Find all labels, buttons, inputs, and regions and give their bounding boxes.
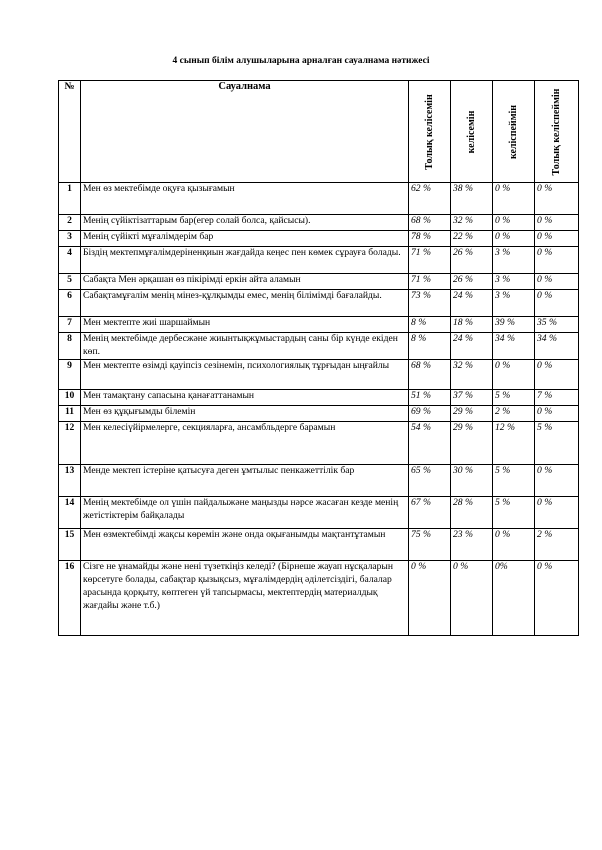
table-row — [59, 406, 579, 422]
row-number: 14 — [59, 497, 81, 529]
row-number: 15 — [59, 529, 81, 561]
value-fully-disagree: 0 % — [535, 231, 579, 247]
question-text: Мен өз мектебімде оқуға қызығамын — [81, 183, 409, 215]
value-fully-agree: 51 % — [409, 390, 451, 406]
value-disagree: 0 % — [493, 529, 535, 561]
row-number: 5 — [59, 274, 81, 290]
value-agree: 32 % — [451, 360, 493, 390]
value-fully-agree: 73 % — [409, 290, 451, 317]
survey-results-table — [58, 80, 579, 636]
value-fully-disagree: 0 % — [535, 360, 579, 390]
value-fully-disagree: 7 % — [535, 390, 579, 406]
value-agree: 28 % — [451, 497, 493, 529]
value-disagree: 5 % — [493, 465, 535, 497]
header-disagree-label: келіспеймін — [507, 104, 519, 159]
question-text: Мен өз құқығымды білемін — [81, 406, 409, 422]
value-fully-agree: 78 % — [409, 231, 451, 247]
value-fully-agree: 54 % — [409, 422, 451, 465]
value-fully-disagree: 0 % — [535, 290, 579, 317]
value-agree: 26 % — [451, 274, 493, 290]
header-agree-label: келісемін — [465, 110, 477, 153]
value-agree: 22 % — [451, 231, 493, 247]
header-number: № — [59, 81, 81, 183]
value-disagree: 3 % — [493, 290, 535, 317]
question-text: Сізге не ұнамайды және нені түзеткіңіз келеді? (Бірнеше жауап нұсқаларын көрсетуге болады, сабақтар қызықсыз, мұғалімдердің әділетсіздігі, балалар арасында қорқыту, көптеген үй тапсырмасы, мектептердің материалдық жағдайы және т.б.) — [81, 561, 409, 636]
value-agree: 24 % — [451, 333, 493, 360]
table-row — [59, 317, 579, 333]
question-text: Мен мектепте өзімді қауіпсіз сезінемін, психологиялық тұрғыдан ыңғайлы — [81, 360, 409, 390]
row-number: 4 — [59, 247, 81, 274]
table-body — [59, 183, 579, 636]
question-text: Біздің мектепмұғалімдеріненқиын жағдайда кеңес пен көмек сұрауға болады. — [81, 247, 409, 274]
value-fully-disagree: 0 % — [535, 274, 579, 290]
value-fully-agree: 65 % — [409, 465, 451, 497]
value-disagree: 12 % — [493, 422, 535, 465]
value-fully-disagree: 0 % — [535, 465, 579, 497]
row-number: 8 — [59, 333, 81, 360]
value-disagree: 3 % — [493, 274, 535, 290]
value-fully-agree: 69 % — [409, 406, 451, 422]
question-text: Мен тамақтану сапасына қанағаттанамын — [81, 390, 409, 406]
value-agree: 24 % — [451, 290, 493, 317]
value-fully-agree: 67 % — [409, 497, 451, 529]
value-fully-agree: 0 % — [409, 561, 451, 636]
value-agree: 37 % — [451, 390, 493, 406]
value-fully-disagree: 34 % — [535, 333, 579, 360]
table-row — [59, 333, 579, 360]
row-number: 11 — [59, 406, 81, 422]
row-number: 3 — [59, 231, 81, 247]
header-disagree — [493, 81, 535, 183]
row-number: 2 — [59, 215, 81, 231]
question-text: Менің сүйіктізаттарым бар(егер солай болса, қайсысы). — [81, 215, 409, 231]
header-agree — [451, 81, 493, 183]
value-fully-disagree: 0 % — [535, 561, 579, 636]
row-number: 1 — [59, 183, 81, 215]
table-row — [59, 465, 579, 497]
table-row — [59, 274, 579, 290]
value-fully-disagree: 0 % — [535, 247, 579, 274]
row-number: 16 — [59, 561, 81, 636]
table-row — [59, 360, 579, 390]
value-disagree: 5 % — [493, 497, 535, 529]
question-text: Менің мектебімде дербесжәне жиынтықжұмыстардың саны бір күнде екіден көп. — [81, 333, 409, 360]
table-row — [59, 290, 579, 317]
table-row — [59, 497, 579, 529]
value-fully-agree: 8 % — [409, 317, 451, 333]
table-row — [59, 561, 579, 636]
table-row — [59, 215, 579, 231]
value-fully-agree: 68 % — [409, 215, 451, 231]
value-disagree: 0% — [493, 561, 535, 636]
row-number: 10 — [59, 390, 81, 406]
page-title: 4 сынып білім алушыларына арналған сауалнама нәтижесі — [172, 56, 430, 66]
value-disagree: 5 % — [493, 390, 535, 406]
value-disagree: 0 % — [493, 231, 535, 247]
header-fully-agree-label: Толық келісемін — [423, 93, 435, 170]
question-text: Мен мектепте жиі шаршаймын — [81, 317, 409, 333]
table-header-row — [59, 81, 579, 183]
value-fully-agree: 68 % — [409, 360, 451, 390]
value-disagree: 3 % — [493, 247, 535, 274]
row-number: 9 — [59, 360, 81, 390]
value-agree: 26 % — [451, 247, 493, 274]
value-fully-disagree: 0 % — [535, 215, 579, 231]
value-disagree: 0 % — [493, 215, 535, 231]
row-number: 13 — [59, 465, 81, 497]
value-agree: 30 % — [451, 465, 493, 497]
question-text: Сабақта Мен әрқашан өз пікірімді еркін айта аламын — [81, 274, 409, 290]
value-fully-agree: 75 % — [409, 529, 451, 561]
question-text: Мен өзмектебімді жақсы көремін және онда оқығанымды мақтантұтамын — [81, 529, 409, 561]
table-row — [59, 390, 579, 406]
value-agree: 32 % — [451, 215, 493, 231]
value-fully-agree: 71 % — [409, 274, 451, 290]
table-row — [59, 231, 579, 247]
question-text: Менде мектеп істеріне қатысуға деген ұмтылыс пенкажеттілік бар — [81, 465, 409, 497]
value-fully-agree: 71 % — [409, 247, 451, 274]
value-fully-disagree: 0 % — [535, 497, 579, 529]
row-number: 6 — [59, 290, 81, 317]
value-agree: 38 % — [451, 183, 493, 215]
row-number: 7 — [59, 317, 81, 333]
question-text: Мен келесіүйірмелерге, секцияларға, ансамбльдерге барамын — [81, 422, 409, 465]
value-fully-agree: 8 % — [409, 333, 451, 360]
table-row — [59, 422, 579, 465]
value-fully-disagree: 5 % — [535, 422, 579, 465]
value-disagree: 0 % — [493, 360, 535, 390]
value-disagree: 2 % — [493, 406, 535, 422]
row-number: 12 — [59, 422, 81, 465]
value-disagree: 34 % — [493, 333, 535, 360]
value-fully-disagree: 0 % — [535, 183, 579, 215]
value-agree: 18 % — [451, 317, 493, 333]
value-agree: 29 % — [451, 406, 493, 422]
value-agree: 0 % — [451, 561, 493, 636]
header-fully-disagree — [535, 81, 579, 183]
header-fully-disagree-label: Толық келіспеймін — [550, 88, 562, 175]
value-fully-agree: 62 % — [409, 183, 451, 215]
question-text: Менің мектебімде ол үшін пайдалыжәне маңызды нәрсе жасаған кезде менің жетістіктерім байқалады — [81, 497, 409, 529]
value-agree: 23 % — [451, 529, 493, 561]
table-row — [59, 529, 579, 561]
question-text: Сабақтамұғалім менің мінез-құлқымды емес, менің білімімді бағалайды. — [81, 290, 409, 317]
table-row — [59, 183, 579, 215]
value-agree: 29 % — [451, 422, 493, 465]
value-disagree: 39 % — [493, 317, 535, 333]
value-fully-disagree: 35 % — [535, 317, 579, 333]
header-fully-agree — [409, 81, 451, 183]
value-disagree: 0 % — [493, 183, 535, 215]
question-text: Менің сүйікті мұғалімдерім бар — [81, 231, 409, 247]
value-fully-disagree: 0 % — [535, 406, 579, 422]
header-question: Сауалнама — [81, 81, 409, 183]
table-row — [59, 247, 579, 274]
value-fully-disagree: 2 % — [535, 529, 579, 561]
